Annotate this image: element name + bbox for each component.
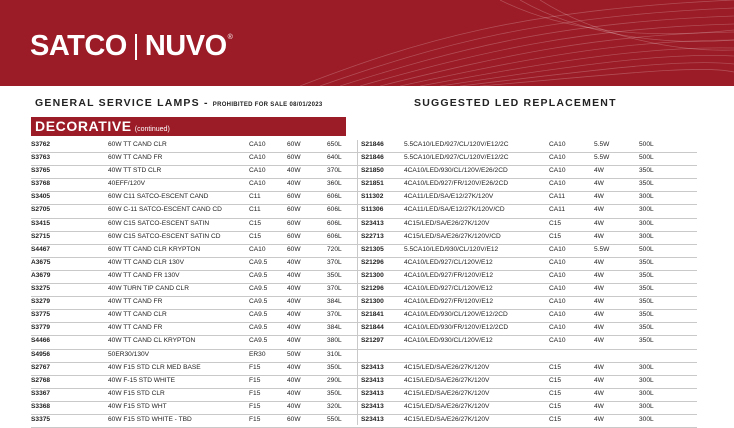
wattage-cell: 40W	[287, 363, 301, 371]
sku-cell: S3275	[31, 285, 51, 293]
base-cell: CA9.5	[249, 298, 268, 306]
lumens-cell: 650L	[327, 141, 342, 148]
sku-cell: S2767	[31, 363, 51, 371]
led-lumens-cell: 500L	[639, 141, 654, 148]
table-row	[31, 258, 697, 271]
sku-cell: A3679	[31, 271, 51, 279]
led-wattage-cell: 4W	[594, 324, 604, 332]
led-lumens-cell: 350L	[639, 298, 654, 306]
brand-satco: SATCO	[30, 30, 127, 62]
led-wattage-cell: 4W	[594, 298, 604, 306]
wattage-cell: 40W	[287, 180, 301, 188]
wattage-cell: 40W	[287, 337, 301, 345]
led-lumens-cell: 300L	[639, 363, 654, 371]
led-lumens-cell: 300L	[639, 415, 654, 423]
table-row	[31, 140, 697, 153]
sku-cell: S3768	[31, 180, 51, 188]
led-sku-cell: S11302	[361, 193, 384, 201]
description-cell: 60W TT CAND FR	[108, 154, 163, 162]
base-cell: CA9.5	[249, 311, 268, 319]
led-wattage-cell: 4W	[594, 402, 604, 410]
sku-cell: S3775	[31, 311, 51, 319]
led-description-cell: 5.5CA10/LED/927/CL/120V/E12/2C	[404, 154, 509, 162]
led-wattage-cell: 4W	[594, 258, 604, 266]
table-row	[31, 153, 697, 166]
base-cell: CA10	[249, 141, 266, 148]
wattage-cell: 60W	[287, 141, 301, 148]
table-row	[31, 310, 697, 323]
wattage-cell: 60W	[287, 193, 301, 201]
led-sku-cell: S23413	[361, 389, 384, 397]
header-banner	[0, 0, 734, 86]
brand-separator	[135, 34, 137, 60]
led-base-cell: CA10	[549, 298, 566, 306]
wattage-cell: 60W	[287, 232, 301, 240]
description-cell: 40W TT CAND CLR	[108, 311, 167, 319]
led-wattage-cell: 4W	[594, 167, 604, 175]
led-description-cell: 4CA10/LED/930/FR/120V/E12/2CD	[404, 324, 509, 332]
led-sku-cell: S23413	[361, 415, 384, 423]
wattage-cell: 40W	[287, 258, 301, 266]
led-base-cell: CA10	[549, 285, 566, 293]
sku-cell: S3765	[31, 167, 51, 175]
lumens-cell: 640L	[327, 154, 342, 162]
led-sku-cell: S23413	[361, 363, 384, 371]
led-wattage-cell: 5.5W	[594, 141, 610, 148]
led-sku-cell: S21841	[361, 311, 384, 319]
base-cell: C15	[249, 219, 262, 227]
table-row	[31, 166, 697, 179]
wattage-cell: 40W	[287, 311, 301, 319]
section-bar	[31, 117, 346, 136]
description-cell: 40W F15 STD CLR MED BASE	[108, 363, 201, 371]
sku-cell: S4956	[31, 350, 51, 358]
led-lumens-cell: 500L	[639, 154, 654, 162]
led-lumens-cell: 350L	[639, 337, 654, 345]
wattage-cell: 40W	[287, 298, 301, 306]
led-sku-cell: S21297	[361, 337, 384, 345]
description-cell: 40W F15 STD WHT	[108, 402, 167, 410]
led-description-cell: 5.5CA10/LED/927/CL/120V/E12/2C	[404, 141, 509, 148]
base-cell: CA9.5	[249, 271, 268, 279]
wattage-cell: 60W	[287, 154, 301, 162]
lumens-cell: 550L	[327, 415, 342, 423]
led-lumens-cell: 350L	[639, 311, 654, 319]
lumens-cell: 384L	[327, 324, 342, 332]
section-note: (continued)	[134, 126, 170, 133]
brand-nuvo: NUVO	[144, 30, 227, 62]
table-row	[31, 415, 697, 428]
description-cell: 40W F15 STD CLR	[108, 389, 165, 397]
base-cell: CA10	[249, 154, 266, 162]
description-cell: 40W TT CAND CLR 130V	[108, 258, 184, 266]
base-cell: C15	[249, 232, 262, 240]
led-description-cell: 4CA10/LED/930/CL/120V/E12/2CD	[404, 311, 508, 319]
table-row	[31, 271, 697, 284]
wattage-cell: 40W	[287, 285, 301, 293]
led-description-cell: 4C15/LED/SA/E26/27K/120V	[404, 376, 490, 384]
lumens-cell: 320L	[327, 402, 342, 410]
description-cell: 60W C15 SATCO-ESCENT SATIN CD	[108, 232, 221, 240]
base-cell: F15	[249, 376, 261, 384]
sku-cell: S2705	[31, 206, 51, 214]
left-table-header	[35, 97, 322, 109]
description-cell: 40EFF/120V	[108, 180, 146, 188]
table-row	[31, 232, 697, 245]
sku-cell: S3375	[31, 415, 51, 423]
right-table-header: SUGGESTED LED REPLACEMENT	[414, 97, 617, 109]
description-cell: 40W TT CAND CL KRYPTON	[108, 337, 196, 345]
wattage-cell: 40W	[287, 402, 301, 410]
sku-cell: S4467	[31, 245, 51, 253]
led-wattage-cell: 4W	[594, 206, 604, 214]
led-base-cell: C15	[549, 363, 562, 371]
sku-cell: S3779	[31, 324, 51, 332]
led-base-cell: CA10	[549, 311, 566, 319]
base-cell: C11	[249, 206, 261, 214]
base-cell: CA9.5	[249, 285, 268, 293]
led-lumens-cell: 350L	[639, 258, 654, 266]
led-sku-cell: S21851	[361, 180, 384, 188]
led-base-cell: CA10	[549, 337, 566, 345]
base-cell: CA10	[249, 180, 266, 188]
lumens-cell: 720L	[327, 245, 342, 253]
table-row	[31, 402, 697, 415]
wattage-cell: 60W	[287, 206, 301, 214]
led-base-cell: CA10	[549, 324, 566, 332]
led-sku-cell: S23413	[361, 219, 384, 227]
led-lumens-cell: 500L	[639, 245, 654, 253]
led-sku-cell: S11306	[361, 206, 384, 214]
base-cell: CA9.5	[249, 337, 268, 345]
led-description-cell: 4C15/LED/SA/E26/27K/120V	[404, 363, 490, 371]
left-note: PROHIBITED FOR SALE 08/01/2023	[212, 102, 323, 108]
led-description-cell: 4C15/LED/SA/E26/27K/120V	[404, 415, 490, 423]
led-sku-cell: S22713	[361, 232, 384, 240]
wattage-cell: 60W	[287, 219, 301, 227]
led-wattage-cell: 4W	[594, 415, 604, 423]
led-base-cell: CA10	[549, 167, 566, 175]
led-wattage-cell: 5.5W	[594, 245, 610, 253]
base-cell: F15	[249, 363, 261, 371]
lumens-cell: 290L	[327, 376, 342, 384]
led-lumens-cell: 300L	[639, 376, 654, 384]
table-row	[31, 323, 697, 336]
wattage-cell: 60W	[287, 245, 301, 253]
table-row	[31, 284, 697, 297]
table-row	[31, 297, 697, 310]
led-wattage-cell: 4W	[594, 363, 604, 371]
led-description-cell: 4C15/LED/SA/E26/27K/120V/CD	[404, 232, 501, 240]
sku-cell: S3763	[31, 154, 51, 162]
wattage-cell: 40W	[287, 324, 301, 332]
description-cell: 60W TT CAND CLR	[108, 141, 167, 148]
left-title: GENERAL SERVICE LAMPS -	[35, 97, 209, 109]
led-description-cell: 4C15/LED/SA/E26/27K/120V	[404, 389, 490, 397]
base-cell: CA10	[249, 167, 266, 175]
led-lumens-cell: 350L	[639, 180, 654, 188]
table-row	[31, 350, 697, 363]
led-lumens-cell: 300L	[639, 219, 654, 227]
led-description-cell: 4CA10/LED/930/CL/120V/E12	[404, 337, 493, 345]
led-description-cell: 4C15/LED/SA/E26/27K/120V	[404, 219, 490, 227]
description-cell: 40W TT CAND FR 130V	[108, 271, 180, 279]
led-base-cell: C15	[549, 219, 562, 227]
lumens-cell: 384L	[327, 298, 342, 306]
sku-cell: S4466	[31, 337, 51, 345]
base-cell: F15	[249, 415, 261, 423]
led-sku-cell: S21846	[361, 141, 384, 148]
lumens-cell: 350L	[327, 271, 342, 279]
table-row	[31, 363, 697, 376]
sku-cell: S3405	[31, 193, 51, 201]
led-base-cell: CA10	[549, 271, 566, 279]
led-base-cell: CA10	[549, 258, 566, 266]
base-cell: CA9.5	[249, 258, 268, 266]
led-sku-cell: S21305	[361, 245, 384, 253]
section-title: DECORATIVE	[35, 118, 132, 134]
base-cell: C11	[249, 193, 261, 201]
sku-cell: S3368	[31, 402, 51, 410]
sku-cell: A3675	[31, 258, 51, 266]
led-sku-cell: S21846	[361, 154, 384, 162]
led-base-cell: CA11	[549, 206, 566, 214]
table-row	[31, 205, 697, 218]
lumens-cell: 370L	[327, 167, 342, 175]
led-description-cell: 4C15/LED/SA/E26/27K/120V	[404, 402, 490, 410]
led-sku-cell: S21850	[361, 167, 384, 175]
table-row	[31, 192, 697, 205]
lumens-cell: 606L	[327, 232, 342, 240]
led-base-cell: C15	[549, 232, 562, 240]
led-description-cell: 4CA11/LED/SA/E12/27K/120V	[404, 193, 494, 201]
led-sku-cell: S21296	[361, 285, 384, 293]
table-row	[31, 336, 697, 349]
base-cell: ER30	[249, 350, 266, 358]
lumens-cell: 350L	[327, 363, 342, 371]
led-lumens-cell: 350L	[639, 167, 654, 175]
led-lumens-cell: 300L	[639, 402, 654, 410]
led-lumens-cell: 350L	[639, 324, 654, 332]
sku-cell: S3367	[31, 389, 51, 397]
led-sku-cell: S21844	[361, 324, 384, 332]
brand-logo	[30, 30, 232, 63]
led-lumens-cell: 300L	[639, 206, 654, 214]
led-base-cell: C15	[549, 402, 562, 410]
lumens-cell: 370L	[327, 311, 342, 319]
sku-cell: S3415	[31, 219, 51, 227]
led-sku-cell: S23413	[361, 402, 384, 410]
lumens-cell: 370L	[327, 258, 342, 266]
description-cell: 40W F-15 STD WHITE	[108, 376, 176, 384]
lumens-cell: 380L	[327, 337, 342, 345]
led-wattage-cell: 4W	[594, 337, 604, 345]
base-cell: CA9.5	[249, 324, 268, 332]
led-wattage-cell: 4W	[594, 232, 604, 240]
led-description-cell: 4CA10/LED/927/CL/120V/E12	[404, 258, 493, 266]
wattage-cell: 40W	[287, 167, 301, 175]
wattage-cell: 40W	[287, 376, 301, 384]
led-wattage-cell: 4W	[594, 219, 604, 227]
led-base-cell: C15	[549, 389, 562, 397]
sku-cell: S3762	[31, 141, 51, 148]
table-row	[31, 219, 697, 232]
lumens-cell: 360L	[327, 180, 342, 188]
led-wattage-cell: 4W	[594, 285, 604, 293]
base-cell: F15	[249, 402, 261, 410]
description-cell: 40W TT CAND FR	[108, 298, 163, 306]
led-description-cell: 5.5CA10/LED/930/CL/120V/E12	[404, 245, 499, 253]
led-lumens-cell: 300L	[639, 232, 654, 240]
led-base-cell: CA11	[549, 193, 566, 201]
lumens-cell: 606L	[327, 206, 342, 214]
wattage-cell: 60W	[287, 415, 301, 423]
led-lumens-cell: 350L	[639, 271, 654, 279]
led-lumens-cell: 300L	[639, 193, 654, 201]
registered-mark: ®	[227, 34, 233, 41]
led-description-cell: 4CA10/LED/927/FR/120V/E12	[404, 298, 494, 306]
led-base-cell: C15	[549, 415, 562, 423]
description-cell: 60W TT CAND CLR KRYPTON	[108, 245, 201, 253]
lamp-table	[31, 140, 697, 428]
led-description-cell: 4CA10/LED/927/FR/120V/E12	[404, 271, 494, 279]
description-cell: 60W F15 STD WHITE - TBD	[108, 415, 192, 423]
table-row	[31, 179, 697, 192]
lumens-cell: 370L	[327, 285, 342, 293]
description-cell: 40W TT CAND FR	[108, 324, 163, 332]
led-lumens-cell: 300L	[639, 389, 654, 397]
led-base-cell: C15	[549, 376, 562, 384]
led-wattage-cell: 4W	[594, 389, 604, 397]
led-sku-cell: S21300	[361, 298, 384, 306]
led-description-cell: 4CA10/LED/927/CL/120V/E12	[404, 285, 493, 293]
description-cell: 60W C15 SATCO-ESCENT SATIN	[108, 219, 210, 227]
led-description-cell: 4CA11/LED/SA/E12/27K/120V/CD	[404, 206, 505, 214]
led-base-cell: CA10	[549, 245, 566, 253]
lumens-cell: 350L	[327, 389, 342, 397]
wattage-cell: 40W	[287, 271, 301, 279]
led-wattage-cell: 4W	[594, 311, 604, 319]
lumens-cell: 310L	[327, 350, 342, 358]
base-cell: F15	[249, 389, 261, 397]
description-cell: 60W C11 SATCO-ESCENT CAND	[108, 193, 209, 201]
led-wattage-cell: 4W	[594, 180, 604, 188]
lumens-cell: 606L	[327, 219, 342, 227]
led-base-cell: CA10	[549, 180, 566, 188]
led-wattage-cell: 4W	[594, 193, 604, 201]
led-base-cell: CA10	[549, 154, 566, 162]
led-sku-cell: S21296	[361, 258, 384, 266]
led-wattage-cell: 4W	[594, 271, 604, 279]
sku-cell: S2768	[31, 376, 51, 384]
table-row	[31, 245, 697, 258]
led-sku-cell: S21300	[361, 271, 384, 279]
led-description-cell: 4CA10/LED/930/CL/120V/E26/2CD	[404, 167, 508, 175]
table-row	[31, 389, 697, 402]
table-row	[31, 376, 697, 389]
led-wattage-cell: 5.5W	[594, 154, 610, 162]
description-cell: 40W TURN TIP CAND CLR	[108, 285, 189, 293]
wattage-cell: 40W	[287, 389, 301, 397]
wattage-cell: 50W	[287, 350, 301, 358]
led-lumens-cell: 350L	[639, 285, 654, 293]
led-description-cell: 4CA10/LED/927/FR/120V/E26/2CD	[404, 180, 509, 188]
sku-cell: S3279	[31, 298, 51, 306]
base-cell: CA10	[249, 245, 266, 253]
led-sku-cell: S23413	[361, 376, 384, 384]
led-base-cell: CA10	[549, 141, 566, 148]
led-wattage-cell: 4W	[594, 376, 604, 384]
lumens-cell: 606L	[327, 193, 342, 201]
description-cell: 60W C-11 SATCO-ESCENT CAND CD	[108, 206, 222, 214]
description-cell: 50ER30/130V	[108, 350, 150, 358]
sku-cell: S2715	[31, 232, 51, 240]
description-cell: 40W TT STD CLR	[108, 167, 162, 175]
